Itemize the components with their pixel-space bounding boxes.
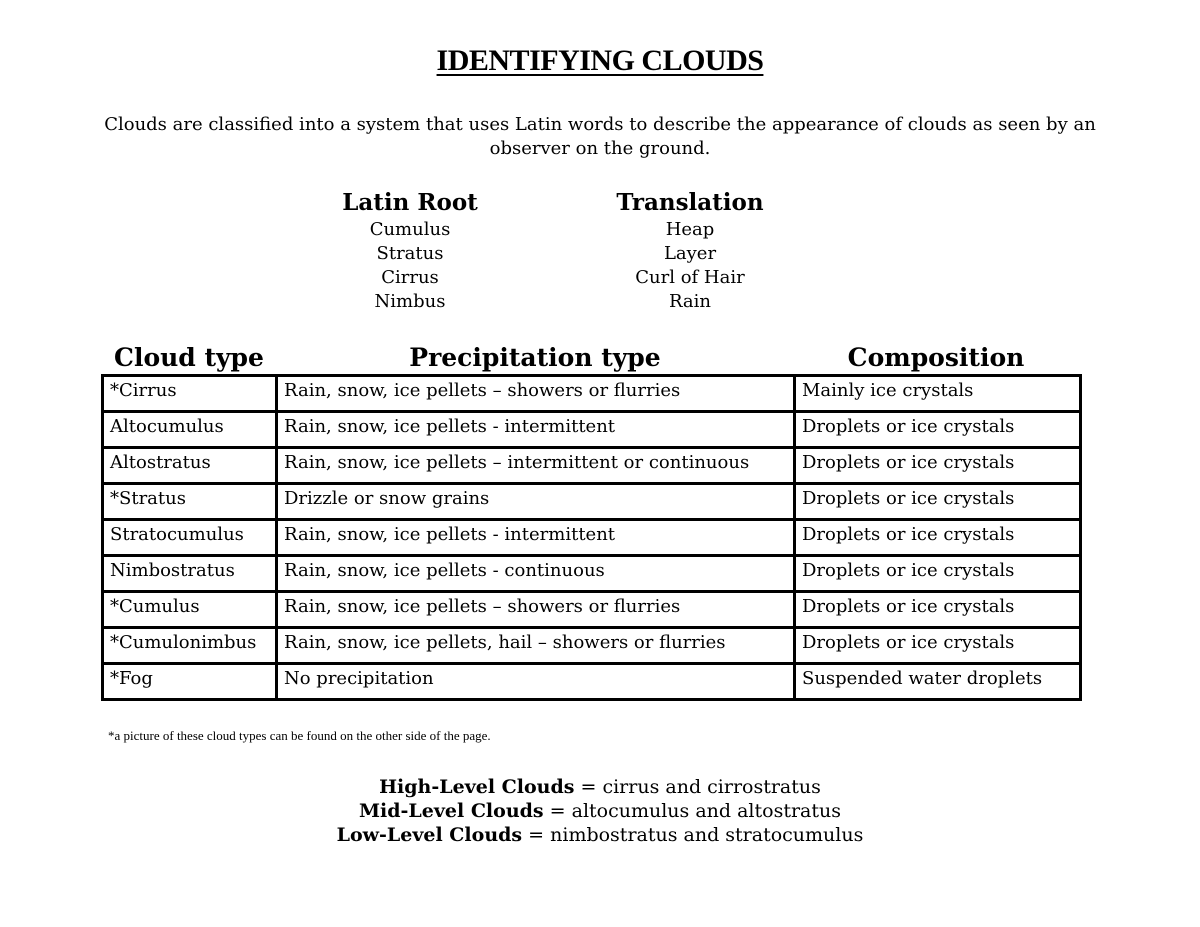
cloud-type-cell: *Fog — [103, 664, 277, 700]
precipitation-cell: Drizzle or snow grains — [277, 484, 795, 520]
mid-level-text: = altocumulus and altostratus — [543, 800, 842, 822]
table-row — [103, 484, 1081, 520]
table-column-headers — [102, 340, 1078, 376]
intro-paragraph: Clouds are classified into a system that uses Latin words to describe the appearance of clouds as seen by an observer on the ground. — [104, 114, 1096, 159]
latin-root-item: Nimbus — [374, 291, 446, 312]
precipitation-cell: Rain, snow, ice pellets - intermittent — [277, 520, 795, 556]
latin-root-item: Cumulus — [369, 219, 451, 240]
translation-column — [580, 188, 800, 314]
table-row — [103, 412, 1081, 448]
high-level-text: = cirrus and cirrostratus — [574, 776, 821, 798]
cloud-type-cell: Stratocumulus — [103, 520, 277, 556]
table-row — [103, 520, 1081, 556]
cloud-type-cell: *Cumulus — [103, 592, 277, 628]
composition-cell: Droplets or ice crystals — [795, 592, 1081, 628]
low-level-text: = nimbostratus and stratocumulus — [522, 824, 864, 846]
mid-level-label: Mid-Level Clouds — [358, 800, 544, 822]
composition-cell: Droplets or ice crystals — [795, 412, 1081, 448]
latin-root-column — [300, 188, 520, 314]
precipitation-cell: Rain, snow, ice pellets - intermittent — [277, 412, 795, 448]
latin-root-item: Stratus — [376, 243, 444, 264]
cloud-type-cell: *Cumulonimbus — [103, 628, 277, 664]
high-level-line — [0, 775, 1200, 799]
composition-header: Composition — [847, 343, 1025, 372]
composition-cell: Suspended water droplets — [795, 664, 1081, 700]
cloud-type-cell: Altostratus — [103, 448, 277, 484]
table-row — [103, 556, 1081, 592]
composition-cell: Mainly ice crystals — [795, 376, 1081, 412]
composition-cell: Droplets or ice crystals — [795, 520, 1081, 556]
table-row — [103, 664, 1081, 700]
table-row — [103, 592, 1081, 628]
translation-item: Layer — [663, 243, 717, 264]
high-level-label: High-Level Clouds — [379, 776, 575, 798]
translation-header: Translation — [616, 189, 764, 216]
latin-root-header: Latin Root — [342, 189, 478, 216]
precipitation-cell: Rain, snow, ice pellets – intermittent or continuous — [277, 448, 795, 484]
cloud-levels-summary — [0, 775, 1200, 847]
cloud-type-cell: *Stratus — [103, 484, 277, 520]
composition-cell: Droplets or ice crystals — [795, 484, 1081, 520]
mid-level-line — [0, 799, 1200, 823]
precipitation-cell: Rain, snow, ice pellets – showers or flurries — [277, 376, 795, 412]
precipitation-cell: No precipitation — [277, 664, 795, 700]
cloud-type-header: Cloud type — [114, 343, 264, 372]
table-row — [103, 376, 1081, 412]
low-level-label: Low-Level Clouds — [336, 824, 523, 846]
composition-cell: Droplets or ice crystals — [795, 556, 1081, 592]
composition-cell: Droplets or ice crystals — [795, 448, 1081, 484]
page-title: IDENTIFYING CLOUDS — [436, 44, 764, 77]
cloud-type-cell: Nimbostratus — [103, 556, 277, 592]
composition-cell: Droplets or ice crystals — [795, 628, 1081, 664]
precipitation-type-header: Precipitation type — [409, 343, 661, 372]
precipitation-cell: Rain, snow, ice pellets, hail – showers or flurries — [277, 628, 795, 664]
translation-item: Rain — [668, 291, 712, 312]
precipitation-cell: Rain, snow, ice pellets - continuous — [277, 556, 795, 592]
latin-root-item: Cirrus — [381, 267, 439, 288]
table-footnote: *a picture of these cloud types can be found on the other side of the page. — [108, 728, 491, 743]
low-level-line — [0, 823, 1200, 847]
table-row — [103, 628, 1081, 664]
cloud-type-cell: Altocumulus — [103, 412, 277, 448]
translation-item: Curl of Hair — [635, 267, 745, 288]
translation-item: Heap — [665, 219, 715, 240]
table-row — [103, 448, 1081, 484]
precipitation-cell: Rain, snow, ice pellets – showers or flurries — [277, 592, 795, 628]
cloud-types-table — [101, 374, 1082, 701]
cloud-type-cell: *Cirrus — [103, 376, 277, 412]
